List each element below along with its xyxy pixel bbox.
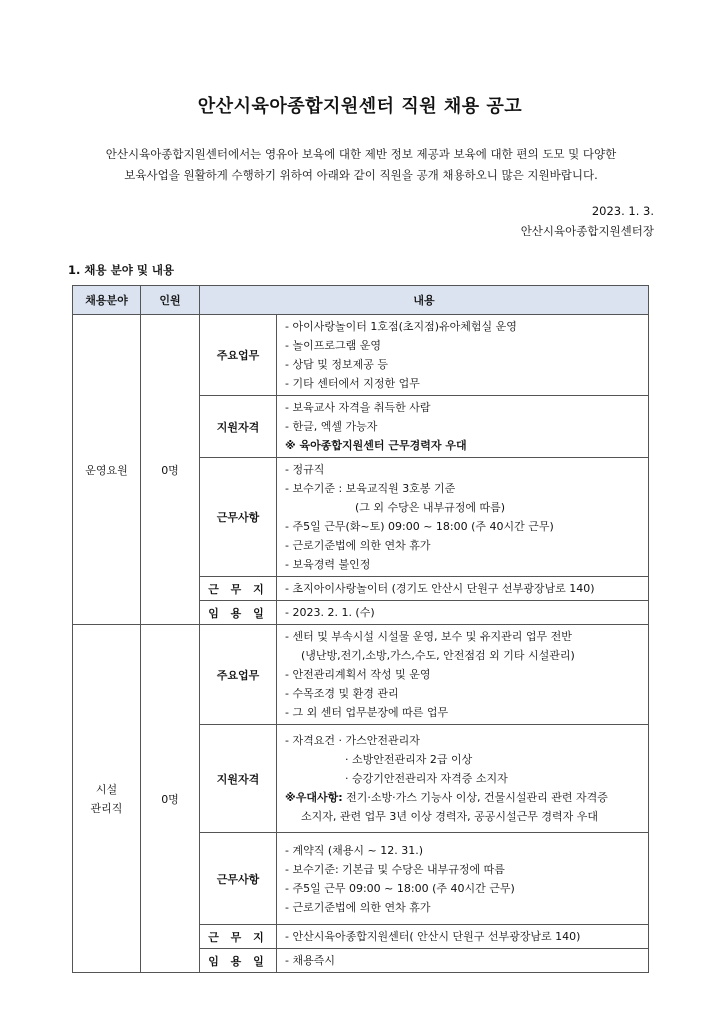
list-item: - 자격요건 · 가스안전관리자 — [285, 734, 420, 747]
start-cell — [277, 949, 649, 973]
list-item: - 아이사랑놀이터 1호점(초지점)유아체험실 운영 — [285, 320, 517, 333]
position-field-line: 시설 — [95, 782, 118, 796]
row-label: 근 무 지 — [200, 577, 277, 601]
list-item: - 상담 및 정보제공 등 — [285, 358, 388, 371]
table-row — [73, 315, 649, 396]
issuer: 안산시육아종합지원센터장 — [520, 224, 654, 238]
quals-cell — [277, 396, 649, 458]
list-item: - 보육경력 불인정 — [285, 558, 371, 571]
preference-label: ※우대사항: — [285, 791, 343, 804]
list-item: - 수목조경 및 환경 관리 — [285, 687, 399, 700]
workplace-cell — [277, 925, 649, 949]
duties-cell — [277, 625, 649, 725]
list-item: - 한글, 엑셀 가능자 — [285, 420, 378, 433]
conditions-cell — [277, 833, 649, 925]
table-header-row — [73, 286, 649, 315]
workplace-text: - 초지아이사랑놀이터 (경기도 안산시 단원구 선부광장남로 140) — [285, 582, 595, 595]
list-item: - 보수기준 : 보육교직원 3호봉 기준 — [285, 482, 456, 495]
list-item: - 기타 센터에서 지정한 업무 — [285, 377, 420, 390]
start-date-text: - 2023. 2. 1. (수) — [285, 606, 375, 619]
list-item: - 안전관리계획서 작성 및 운영 — [285, 668, 431, 681]
duties-cell — [277, 315, 649, 396]
preference-note: ※ 육아종합지원센터 근무경력자 우대 — [285, 439, 467, 452]
header-field: 채용분야 — [73, 286, 141, 315]
position-count: 0명 — [141, 625, 200, 973]
preference-note — [285, 788, 642, 807]
header-count: 인원 — [141, 286, 200, 315]
list-item: (그 외 수당은 내부규정에 따름) — [355, 501, 506, 514]
row-label: 주요업무 — [200, 315, 277, 396]
start-date-text: - 채용즉시 — [285, 954, 335, 967]
list-item: - 주5일 근무 09:00 ~ 18:00 (주 40시간 근무) — [285, 881, 515, 895]
row-label: 지원자격 — [200, 396, 277, 458]
start-cell — [277, 601, 649, 625]
quals-cell — [277, 725, 649, 833]
list-item: - 근로기준법에 의한 연차 휴가 — [285, 900, 431, 914]
intro-line: 안산시육아종합지원센터에서는 영유아 보육에 대한 제반 정보 제공과 보육에 대한 편의 도모 및 다양한 — [105, 147, 617, 161]
list-item: - 그 외 센터 업무분장에 따른 업무 — [285, 706, 449, 719]
position-field-line: 관리직 — [90, 801, 123, 815]
page-title: 안산시육아종합지원센터 직원 채용 공고 — [197, 96, 523, 117]
list-item: - 계약직 (채용시 ~ 12. 31.) — [285, 843, 423, 857]
list-item: - 보수기준: 기본급 및 수당은 내부규정에 따름 — [285, 862, 505, 876]
section-heading: 1. 채용 분야 및 내용 — [68, 263, 175, 277]
table-row — [73, 625, 649, 725]
list-item: · 소방안전관리자 2급 이상 — [345, 753, 473, 766]
position-field: 운영요원 — [73, 315, 141, 625]
row-label: 근무사항 — [200, 458, 277, 577]
row-label: 지원자격 — [200, 725, 277, 833]
workplace-cell — [277, 577, 649, 601]
list-item: (냉난방,전기,소방,가스,수도, 안전점검 외 기타 시설관리) — [301, 649, 575, 662]
row-label: 근 무 지 — [200, 925, 277, 949]
preference-text: 소지자, 관련 업무 3년 이상 경력자, 공공시설근무 경력자 우대 — [301, 810, 598, 823]
list-item: - 센터 및 부속시설 시설물 운영, 보수 및 유지관리 업무 전반 — [285, 630, 572, 643]
row-label: 주요업무 — [200, 625, 277, 725]
list-item: - 근로기준법에 의한 연차 휴가 — [285, 539, 431, 552]
header-content: 내용 — [200, 286, 649, 315]
conditions-cell — [277, 458, 649, 577]
row-label: 근무사항 — [200, 833, 277, 925]
row-label: 임 용 일 — [200, 949, 277, 973]
position-count: 0명 — [141, 315, 200, 625]
list-item: - 놀이프로그램 운영 — [285, 339, 381, 352]
list-item: - 주5일 근무(화~토) 09:00 ~ 18:00 (주 40시간 근무) — [285, 520, 554, 533]
preference-text: 전기·소방·가스 기능사 이상, 건물시설관리 관련 자격증 — [342, 791, 608, 804]
workplace-text: - 안산시육아종합지원센터( 안산시 단원구 선부광장남로 140) — [285, 930, 581, 943]
intro-line: 보육사업을 원활하게 수행하기 위하여 아래와 같이 직원을 공개 채용하오니 많은 지원바랍니다. — [124, 168, 598, 182]
list-item: · 승강기안전관리자 자격증 소지자 — [345, 772, 508, 785]
recruitment-table — [72, 285, 649, 973]
notice-date: 2023. 1. 3. — [591, 204, 654, 218]
intro-paragraph — [68, 144, 654, 186]
row-label: 임 용 일 — [200, 601, 277, 625]
list-item: - 정규직 — [285, 463, 325, 476]
position-field — [73, 625, 141, 973]
list-item: - 보육교사 자격을 취득한 사람 — [285, 401, 431, 414]
